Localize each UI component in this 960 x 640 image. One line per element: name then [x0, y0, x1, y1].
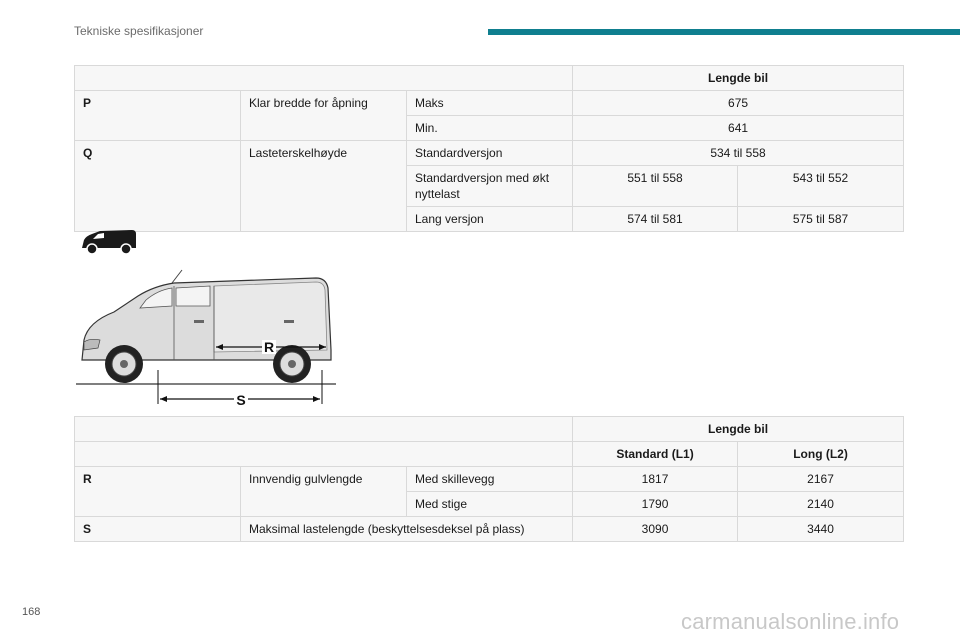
column-header-l1: Standard (L1)	[573, 442, 738, 467]
van-side-dimension-drawing	[74, 266, 344, 406]
column-header-l2: Long (L2)	[738, 442, 904, 467]
table-header-blank	[75, 66, 573, 91]
dimension-label-s: S	[236, 392, 246, 406]
table-header-length: Lengde bil	[573, 417, 904, 442]
table-header-blank	[75, 417, 573, 442]
row-label-q: Lasteterskelhøyde	[241, 141, 407, 232]
row-sub-long: Lang versjon	[407, 207, 573, 232]
row-code-r: R	[75, 467, 241, 517]
row-label-r: Innvendig gulvlengde	[241, 467, 407, 517]
value-max-load-l1: 3090	[573, 517, 738, 542]
table-header-length: Lengde bil	[573, 66, 904, 91]
page-number: 168	[22, 606, 41, 618]
row-label-p: Klar bredde for åpning	[241, 91, 407, 141]
row-sub-min: Min.	[407, 116, 573, 141]
value-long-l2: 575 til 587	[738, 207, 904, 232]
value-min: 641	[573, 116, 904, 141]
row-label-s: Maksimal lastelengde (beskyttelsesdeksel på plass)	[241, 517, 573, 542]
van-silhouette-icon	[78, 226, 138, 256]
row-sub-heavy: Standardversjon med økt nyttelast	[407, 166, 573, 207]
dimension-label-r: R	[263, 339, 275, 355]
row-code-q: Q	[75, 141, 241, 232]
value-standard: 534 til 558	[573, 141, 904, 166]
page-section-title: Tekniske spesifikasjoner	[74, 24, 204, 38]
value-heavy-l2: 543 til 552	[738, 166, 904, 207]
watermark: carmanualsonline.info	[681, 609, 900, 634]
spec-table-length	[74, 416, 904, 542]
spec-table-width-threshold	[74, 65, 904, 232]
value-long-l1: 574 til 581	[573, 207, 738, 232]
value-ladder-l2: 2140	[738, 492, 904, 517]
row-sub-standard: Standardversjon	[407, 141, 573, 166]
row-code-p: P	[75, 91, 241, 141]
row-sub-partition: Med skillevegg	[407, 467, 573, 492]
value-partition-l1: 1817	[573, 467, 738, 492]
row-code-s: S	[75, 517, 241, 542]
row-sub-max: Maks	[407, 91, 573, 116]
value-partition-l2: 2167	[738, 467, 904, 492]
value-heavy-l1: 551 til 558	[573, 166, 738, 207]
value-max: 675	[573, 91, 904, 116]
value-ladder-l1: 1790	[573, 492, 738, 517]
value-max-load-l2: 3440	[738, 517, 904, 542]
row-sub-ladder: Med stige	[407, 492, 573, 517]
table-header-blank	[75, 442, 573, 467]
header-accent-bar	[488, 29, 960, 35]
